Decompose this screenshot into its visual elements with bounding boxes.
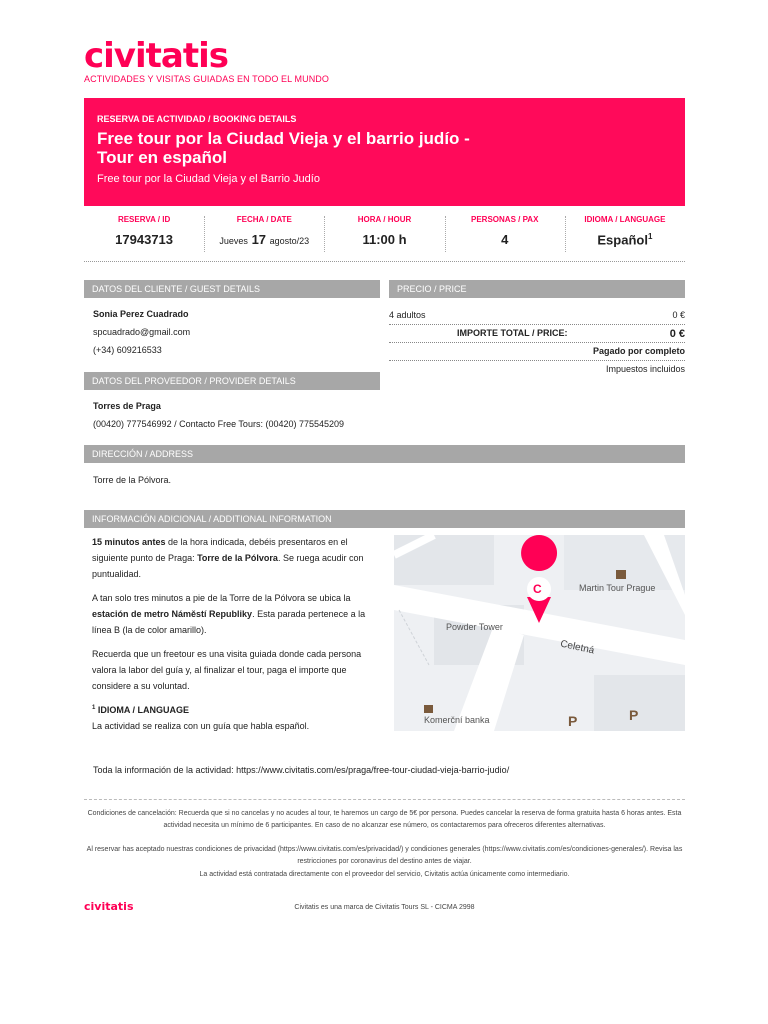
parking-icon: P: [629, 707, 639, 723]
map-label-celetna: Celetná: [559, 638, 596, 657]
fecha-day: 17: [251, 232, 267, 247]
cancellation-terms: Condiciones de cancelación: Recuerda que si no cancelas y no acudes al tour, te haremos un cargo de 5€ por persona. Puedes cancelar la reserva de forma gratuita hasta 6 horas antes. Esta actividad necesita un mínimo de 6 participantes. En caso de no alcanzar ese número, os contactaremos para ofreceros diferentes alternativas.: [87, 810, 682, 829]
idioma-text: Español: [597, 232, 648, 248]
civitatis-logo: civitatis: [84, 36, 228, 76]
meeting-paragraph: [92, 534, 382, 582]
provider-contact: (00420) 777546992 / Contacto Free Tours: (00420) 775545209: [93, 419, 345, 429]
summary-hora: [324, 206, 444, 261]
metro-station-bold: estación de metro Náměstí Republiky: [92, 609, 253, 619]
hora-value: 11:00 h: [362, 232, 407, 247]
note-number: 1: [92, 705, 96, 711]
footer-separator: [84, 799, 685, 800]
summary-personas: [445, 206, 565, 261]
hero-kicker: RESERVA DE ACTIVIDAD / BOOKING DETAILS: [97, 114, 297, 124]
provider-name: Torres de Praga: [93, 401, 161, 411]
guest-details-header: DATOS DEL CLIENTE / GUEST DETAILS: [84, 280, 380, 298]
metro-text-end: . Esta parada pertenece a la línea B (la de color amarillo).: [92, 609, 366, 635]
activity-title: Free tour por la Ciudad Vieja y el barrio judío - Tour en español: [97, 129, 470, 167]
language-note: [92, 700, 382, 718]
price-total-value: 0 €: [669, 328, 685, 340]
activity-subtitle: Free tour por la Ciudad Vieja y el Barrio Judío: [97, 173, 320, 185]
freetour-paragraph: Recuerda que un freetour es una visita guiada donde cada persona valora la labor del guía y, al finalizar el tour, paga el importe que considere a su voluntad.: [92, 649, 362, 691]
fecha-weekday: Jueves: [219, 236, 248, 246]
meeting-text-end: . Se ruega acudir con puntualidad.: [92, 553, 364, 579]
additional-info-text: [92, 534, 382, 734]
price-total: [389, 328, 685, 340]
tagline: ACTIVIDADES Y VISITAS GUIADAS EN TODO EL MUNDO: [84, 74, 329, 84]
price-paid: [389, 346, 685, 356]
brand-line: Civitatis es una marca de Civitatis Tours SL - CICMA 2998: [294, 904, 475, 911]
summary-idioma: [565, 206, 685, 261]
location-map[interactable]: [394, 535, 685, 731]
reserva-value: 17943713: [115, 232, 174, 247]
provider-header: DATOS DEL PROVEEDOR / PROVIDER DETAILS: [84, 372, 380, 390]
footer-logo: civitatis: [84, 900, 134, 913]
language-note-text: La actividad se realiza con un guía que habla español.: [92, 721, 310, 731]
map-pin-letter: C: [533, 582, 542, 596]
price-line-value: 0 €: [672, 310, 685, 320]
idioma-label: IDIOMA / LANGUAGE: [584, 215, 666, 224]
note-title: IDIOMA / LANGUAGE: [97, 705, 190, 715]
personas-label: PERSONAS / PAX: [471, 215, 539, 224]
price-line: [389, 310, 685, 320]
price-divider: [389, 342, 685, 343]
fecha-label: FECHA / DATE: [236, 215, 292, 224]
guest-phone: (+34) 609216533: [93, 345, 162, 355]
fecha-value: [204, 232, 324, 247]
price-line-label: 4 adultos: [389, 310, 426, 320]
meeting-text: de la hora indicada, debéis presentaros en el siguiente punto de Praga:: [92, 537, 348, 563]
provider-disclaimer: La actividad está contratada directamente con el proveedor del servicio, Civitatis actúa únicamente como intermediario.: [199, 871, 570, 878]
address-value: Torre de la Pólvora.: [93, 475, 172, 485]
summary-fecha: [204, 206, 324, 261]
guest-email[interactable]: spcuadrado@gmail.com: [93, 327, 191, 337]
price-taxes-text: Impuestos incluidos: [605, 364, 685, 374]
privacy-terms: Al reservar has aceptado nuestras condiciones de privacidad (https://www.civitatis.com/es/privacidad/) y condiciones generales (https://www.civitatis.com/es/condiciones-generales/). Revisa las restricciones por coronavirus del destino antes de viajar.: [86, 846, 683, 865]
activity-info-link[interactable]: Toda la información de la actividad: https://www.civitatis.com/es/praga/free-tour-ciudad-vieja-barrio-judio/: [93, 765, 510, 775]
meeting-time-bold: 15 minutos antes: [92, 537, 166, 547]
map-label-martin: Martin Tour Prague: [579, 583, 656, 593]
price-paid-text: Pagado por completo: [592, 346, 685, 356]
metro-text: A tan solo tres minutos a pie de la Torre de la Pólvora se ubica la: [92, 593, 351, 603]
map-label-bank: Komerční banka: [424, 715, 490, 725]
price-taxes: [389, 364, 685, 374]
summary-reserva: [84, 206, 204, 261]
booking-hero: [84, 98, 685, 206]
meeting-point-bold: Torre de la Pólvora: [197, 553, 278, 563]
guest-name: Sonia Perez Cuadrado: [93, 309, 189, 319]
hora-label: HORA / HOUR: [357, 215, 412, 224]
additional-info-header: INFORMACIÓN ADICIONAL / ADDITIONAL INFORMATION: [84, 510, 685, 528]
parking-icon: P: [568, 713, 578, 729]
map-graphic: [394, 535, 685, 731]
metro-paragraph: [92, 590, 382, 638]
reserva-label: RESERVA / ID: [117, 215, 171, 224]
price-total-label: IMPORTE TOTAL / PRICE:: [457, 328, 568, 338]
address-header: DIRECCIÓN / ADDRESS: [84, 445, 685, 463]
price-divider: [389, 360, 685, 361]
fecha-month: agosto/23: [269, 236, 310, 246]
price-divider: [389, 324, 685, 325]
price-header: PRECIO / PRICE: [389, 280, 685, 298]
map-label-powder-tower: Powder Tower: [446, 622, 503, 632]
booking-summary: [84, 206, 685, 262]
personas-value: 4: [501, 232, 509, 247]
idioma-footnote: 1: [647, 232, 653, 241]
idioma-value: [565, 232, 685, 247]
